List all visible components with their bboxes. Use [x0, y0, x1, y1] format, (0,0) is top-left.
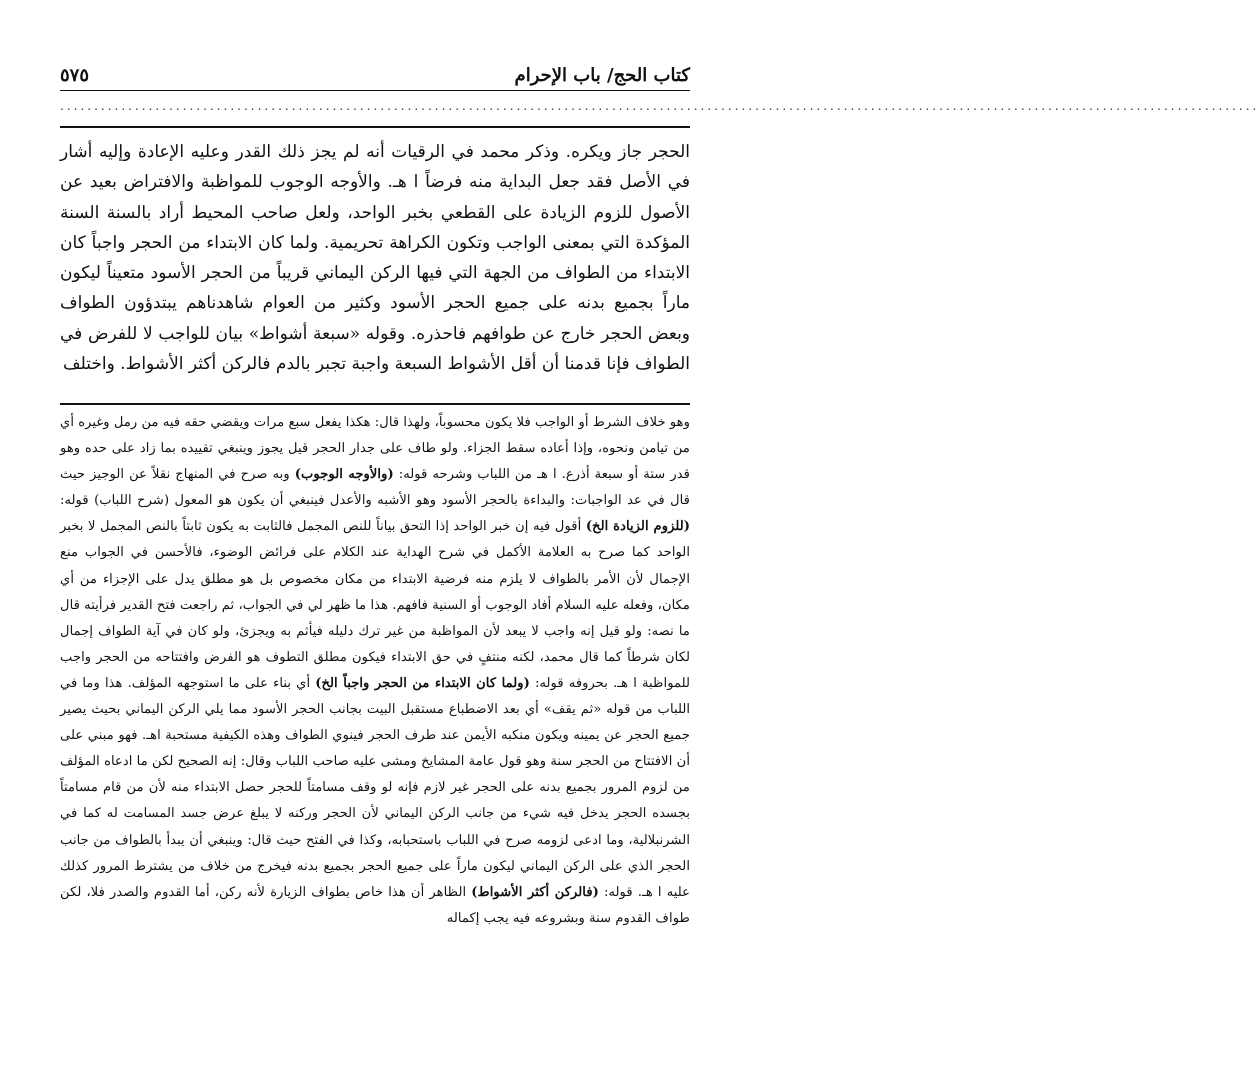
dotted-separator: ................................................................................................................................................................................: [60, 99, 1259, 113]
page-number: ٥٧٥: [60, 64, 90, 86]
page-header: [60, 60, 690, 90]
footnote-segment: أقول فيه إن خبر الواحد إذا التحق بياناً للنص المجمل فالثابت به يكون ثابتاً بالنص المجمل لا بخبر الواحد كما صرح به العلامة الأكمل في شرح الهداية عند الكلام على فرائض الوضوء، فالأحسن في الجواب منع الإجمال لأن الأمر بالطواف لا يلزم منه فرضية الابتداء من مكان مخصوص بل هو مطلق يدل على الإجزاء من أي مكان، وفعله عليه السلام أفاد الوجوب أو السنية فافهم. هذا ما ظهر لي في الجواب، ثم راجعت فتح القدير فرأيته قال ما نصه: ولو قيل إنه واجب لا يبعد لأن المواظبة من غير ترك دليله فيأثم به ويجزئ، ولو كان في آية الطواف إجمال لكان شرطاً كما قال محمد، لكنه منتفٍ في حق الابتداء فيكون مطلق التطوف هو الفرض وافتتاحه من الحجر واجب للمواظبة ا هـ. بحروفه قوله:: [60, 519, 691, 691]
footnote-segment: وهو خلاف الشرط أو الواجب فلا يكون محسوباً، ولهذا قال: هكذا يفعل سبع مرات ويقضي حقه فيه من رمل وغيره أي من تيامن ونحوه، وإذا أعاده سقط الجزاء. ولو طاف على جدار الحجر قيل يجوز وينبغي تقييده بما زاد على حده وهو قدر ستة أو سبعة أذرع. ا هـ من اللباب وشرحه قوله:: [60, 415, 690, 483]
quoted-heading: (والأوجه الوجوب): [294, 467, 394, 483]
main-text-line: الأصول للزوم الزيادة على القطعي بخبر الواحد، ولعل صاحب المحيط أراد بالسنة السنة: [60, 202, 690, 223]
footnote-text: [60, 410, 690, 932]
main-text-line: الابتداء من الطواف من الجهة التي فيها الركن اليماني قريباً من الحجر الأسود متعيناً ليكون: [60, 263, 690, 284]
main-text-line: ماراً بجميع بدنه على جميع الحجر الأسود وكثير من العوام شاهدناهم يبتدؤون الطواف وبعض: [60, 293, 691, 344]
quoted-heading: (للزوم الزيادة الخ): [585, 519, 690, 535]
footnote-segment: الظاهر أن هذا خاص بطواف الزيارة لأنه ركن، أما القدوم والصدر فلا، لكن طواف القدوم سنة وبشروعه فيه يجب إكماله: [60, 884, 690, 926]
main-text: [60, 137, 690, 379]
main-text-line: الحجر خارج عن طوافهم فاحذره. وقوله «سبعة أشواط» بيان للواجب لا للفرض في: [60, 323, 643, 344]
quoted-heading: (ولما كان الابتداء من الحجر واجباً الخ): [315, 675, 530, 691]
main-text-line: الحجر جاز ويكره. وذكر محمد في الرقيات أنه لم يجز ذلك القدر وعليه الإعادة وإليه أشار في: [60, 142, 690, 193]
quoted-heading: (فالركن أكثر الأشواط): [471, 884, 599, 900]
main-text-line: الطواف فإنا قدمنا أن أقل الأشواط السبعة واجبة تجبر بالدم فالركن أكثر الأشواط. واختلف: [63, 354, 690, 375]
main-text-top-rule: [60, 126, 690, 128]
footnote-segment: وبه صرح في المنهاج نقلاً عن الوجيز حيث قال في عد الواجبات: والبداءة بالحجر الأسود وهو الأشبه والأعدل فينبغي أن يكون هو المعول (شرح اللباب) قوله:: [60, 467, 690, 509]
footnote-separator: [60, 403, 690, 405]
running-title: كتاب الحج/ باب الإحرام: [514, 64, 690, 86]
header-rule: [60, 90, 690, 91]
main-text-line: الأصل فقد جعل البداية منه فرضاً ا هـ. والأوجه الوجوب للمواظبة والافتراض بعيد عن: [60, 172, 661, 193]
footnote-segment: أي بناء على ما استوجهه المؤلف. هذا وما في اللباب من قوله «ثم يقف» أي بعد الاضطباع مستقبل البيت بجانب الحجر الأسود مما يلي الركن اليماني بحيث يصير جميع الحجر عن يمينه ويكون منكبه الأيمن عند طرف الحجر فينوي الطواف وهذه الكيفية مستحبة اهـ. فهو مبني على أن الافتتاح من الحجر سنة وهو قول عامة المشايخ ومشى عليه صاحب اللباب وقال: إنه الصحيح لكن ما ادعاه المؤلف من لزوم المرور بجميع بدنه على الحجر غير لازم فإنه لو وقف مسامتاً للحجر حصل الابتداء منه لأن من قام مسامتاً بجسده الحجر يدخل فيه شيء من جانب الركن اليماني لأن الحجر وركنه لا يبلغ عرض جسد المسامت له كما في الشرنبلالية، وما ادعى لزومه صرح في اللباب باستحبابه، وكذا في الفتح حيث قال: وينبغي أن يبدأ بالطواف من جانب الحجر الذي على الركن اليماني ليكون ماراً على جميع الحجر بجميع بدنه فيخرج من خلاف من يشترط المرور كذلك عليه ا هـ. قوله:: [60, 675, 691, 900]
main-text-line: المؤكدة التي بمعنى الواجب وتكون الكراهة تحريمية. ولما كان الابتداء من الحجر واجباً كان: [60, 232, 690, 253]
